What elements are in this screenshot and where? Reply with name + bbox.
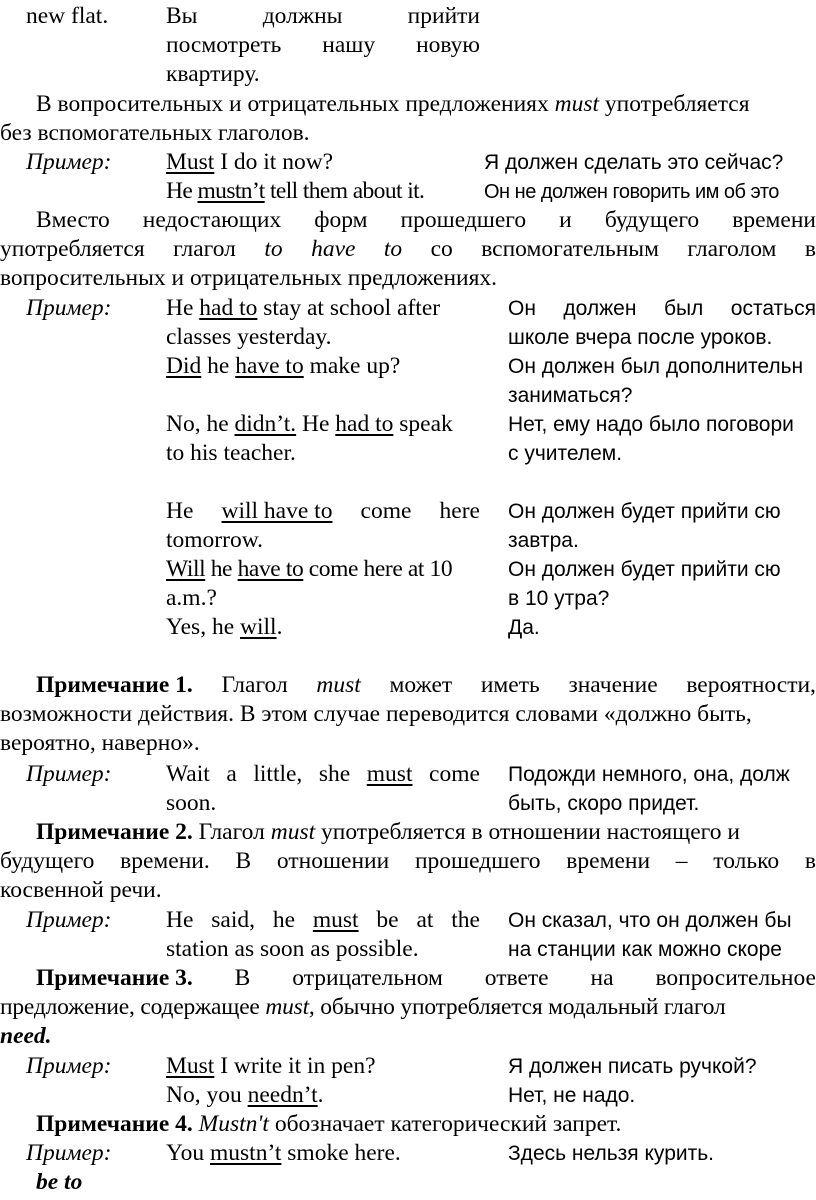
underlined-word: must [366, 761, 413, 787]
word: little, [253, 761, 303, 787]
text: make up? [303, 353, 401, 379]
paragraph-2-line-3: вопросительных и отрицательных предложениях. [0, 265, 498, 291]
word: come [429, 761, 480, 787]
example-2a-en-2: classes yesterday. [166, 324, 332, 350]
note-3-line-2 [0, 993, 726, 1022]
text: He [296, 411, 336, 437]
word: времени [732, 207, 816, 233]
example-1-ru-1: Я должен сделать это сейчас? [484, 151, 784, 174]
note-heading: Примечание 3. [36, 965, 193, 991]
text: употребляется в отношении настоящего и [315, 819, 740, 845]
word: В [235, 848, 252, 874]
text: he [201, 353, 236, 379]
word: said, [211, 907, 255, 933]
word-italic: to [383, 236, 403, 262]
text: come here at 10 [303, 556, 453, 582]
example-2b-en [166, 352, 400, 381]
word: в [804, 848, 816, 874]
word: глагол [173, 236, 236, 262]
note-4-line-1 [36, 1110, 621, 1139]
text: No, he [166, 411, 235, 437]
word: только [713, 848, 780, 874]
text: stay at school after [257, 295, 441, 321]
example-1-en-2 [166, 177, 424, 206]
text: He [166, 178, 198, 204]
word-italic: to [264, 236, 283, 262]
word: иметь [480, 672, 540, 698]
text-italic: must, [265, 994, 315, 1020]
word-italic: must [316, 672, 361, 698]
word: будущего [0, 848, 95, 874]
word: глаголом [687, 236, 777, 262]
note-3-line-3: need. [0, 1023, 52, 1049]
example-2c-en-1 [166, 410, 453, 439]
note-2-line-2 [0, 847, 816, 876]
word: может [389, 672, 453, 698]
note-heading: Примечание 2. [36, 819, 193, 845]
underlined-word: must [312, 907, 359, 933]
example-1-en-1 [166, 148, 333, 177]
example-2e-en-2: a.m.? [166, 585, 217, 611]
word: a [226, 761, 237, 787]
word: недостающих [142, 207, 282, 233]
top-ru-line-2 [166, 31, 480, 60]
text: Yes, he [166, 614, 240, 640]
word: должны [262, 3, 343, 29]
text: You [166, 1140, 210, 1166]
example-label: Пример: [26, 1140, 112, 1166]
example-2c-ru-2: с учителем. [508, 442, 623, 465]
example-4-en-2: station as soon as possible. [166, 936, 419, 962]
example-2b-ru-2: заниматься? [508, 384, 633, 407]
example-2d-ru-2: завтра. [508, 529, 579, 552]
example-label: Пример: [26, 295, 112, 321]
paragraph-2-line-2 [0, 235, 816, 264]
example-3-ru-2: быть, скоро придет. [508, 792, 700, 815]
word: времени. [120, 848, 210, 874]
word: отрицательном [292, 965, 443, 991]
word: В [234, 965, 251, 991]
word: the [451, 907, 480, 933]
text: . [276, 614, 283, 640]
example-2b-ru-1: Он должен был дополнительн [508, 355, 804, 378]
example-2c-ru-1: Нет, ему надо было поговори [508, 413, 794, 436]
example-5-ru-2: Нет, не надо. [508, 1084, 636, 1107]
word: ответе [484, 965, 549, 991]
word: остаться [730, 297, 816, 320]
word: был [663, 297, 704, 320]
word: Вы [166, 3, 198, 29]
text: I write it in pen? [214, 1053, 376, 1079]
text: Глагол [192, 819, 271, 845]
example-2c-en-2: to his teacher. [166, 440, 296, 466]
word: должен [563, 297, 637, 320]
word: в [804, 236, 816, 262]
example-2a-ru-2: школе вчера после уроков. [508, 326, 773, 349]
section-heading-be-to: be to [36, 1169, 83, 1195]
example-4-en-1 [166, 906, 480, 935]
word: at [416, 907, 434, 933]
word: come [360, 498, 412, 524]
example-3-en-2: soon. [166, 790, 217, 816]
note-heading: Примечание 4. [36, 1111, 193, 1137]
word: на [590, 965, 614, 991]
example-2e-ru-2: в 10 утра? [508, 587, 610, 610]
example-2e-ru-1: Он должен будет прийти сю [508, 558, 781, 581]
word: вопросительное [655, 965, 816, 991]
underlined-word: had to [335, 411, 394, 437]
example-4-ru-1: Он сказал, что он должен бы [508, 909, 792, 932]
underlined-word: Did [166, 353, 202, 379]
word: посмотреть [166, 32, 282, 58]
text-italic: Mustn't [198, 1111, 269, 1137]
word: He [166, 498, 194, 524]
note-1-line-2: возможности действия. В этом случае переводится словами «должно быть, [0, 701, 752, 727]
underlined-word: had to [199, 295, 258, 321]
text-italic: must [270, 819, 316, 845]
word: вспомогательным [481, 236, 659, 262]
example-3-ru-1: Подожди немного, она, долж [508, 763, 790, 786]
word: времени [566, 848, 651, 874]
example-2a-ru-1 [508, 294, 816, 323]
word: Wait [166, 761, 210, 787]
example-2e-en-1 [166, 555, 452, 584]
example-2f-en [166, 613, 282, 642]
text: speak [393, 411, 453, 437]
word: со [430, 236, 453, 262]
example-4-ru-2: на станции как можно скоре [508, 938, 782, 961]
text: He [166, 295, 200, 321]
example-label: Пример: [26, 907, 112, 933]
note-heading: Примечание 1. [36, 672, 193, 698]
word: Вместо [36, 207, 110, 233]
text: I do it now? [214, 149, 334, 175]
underlined-word: Must [166, 1053, 215, 1079]
text: В вопросительных и отрицательных предложениях [36, 91, 549, 117]
word: нашу [322, 32, 376, 58]
paragraph-1-line-2: без вспомогательных глаголов. [0, 120, 310, 146]
note-1-line-1 [36, 671, 816, 700]
top-ru-line-3: квартиру. [166, 61, 260, 87]
paragraph-2-line-1 [36, 206, 816, 235]
example-2f-ru: Да. [508, 616, 540, 639]
word: новую [416, 32, 480, 58]
word: употребляется [0, 236, 145, 262]
word: будущего [604, 207, 700, 233]
text: . [317, 1082, 324, 1108]
text-italic: must [554, 91, 599, 117]
word: – [675, 848, 688, 874]
example-2d-ru-1: Он должен будет прийти сю [508, 500, 781, 523]
word: прошедшего [414, 848, 541, 874]
example-6-en [166, 1139, 401, 1168]
underlined-word: didn’t. [234, 411, 297, 437]
text: предложение, содержащее [0, 994, 266, 1020]
note-2-line-1 [36, 818, 740, 847]
top-left-text: new flat. [26, 3, 109, 29]
note-2-line-3: косвенной речи. [0, 877, 162, 903]
note-1-line-3: вероятно, наверно». [0, 730, 200, 756]
word: here [439, 498, 480, 524]
text: обычно употребляется модальный глагол [314, 994, 726, 1020]
example-1-ru-2: Он не должен говорить им об это [484, 181, 779, 203]
word: прийти [407, 3, 480, 29]
paragraph-1-line-1 [36, 90, 750, 119]
word: she [318, 761, 351, 787]
word: форм [314, 207, 368, 233]
underlined-word: Will [166, 556, 206, 582]
text: употребляется [604, 91, 750, 117]
word: отношении [276, 848, 390, 874]
text: обозначает категорический запрет. [268, 1111, 622, 1137]
example-5-ru-1: Я должен писать ручкой? [508, 1055, 757, 1078]
example-2a-en-1 [166, 294, 440, 323]
underlined-word: will [240, 614, 277, 640]
note-3-line-1 [36, 964, 816, 993]
underlined-word: will have to [221, 498, 333, 524]
underlined-word: mustn’t [197, 178, 265, 204]
text: he [205, 556, 238, 582]
text: smoke here. [281, 1140, 401, 1166]
example-5-en-1 [166, 1052, 376, 1081]
underlined-word: have to [235, 353, 304, 379]
word: и [559, 207, 572, 233]
example-2d-en-2: tomorrow. [166, 527, 264, 553]
example-label: Пример: [26, 149, 112, 175]
word: Он [508, 297, 536, 320]
example-5-en-2 [166, 1081, 324, 1110]
example-2d-en-1 [166, 497, 480, 526]
underlined-word: mustn’t [210, 1140, 282, 1166]
example-6-ru: Здесь нельзя курить. [508, 1142, 714, 1165]
word: He [166, 907, 194, 933]
word: he [272, 907, 296, 933]
text: tell them about it. [264, 178, 425, 204]
word: Глагол [221, 672, 288, 698]
top-ru-line-1 [166, 2, 480, 31]
word: вероятности, [686, 672, 816, 698]
word-italic: have [311, 236, 356, 262]
text: No, you [166, 1082, 248, 1108]
underlined-word: needn’t [247, 1082, 318, 1108]
word: прошедшего [400, 207, 527, 233]
word: be [376, 907, 399, 933]
word: значение [568, 672, 658, 698]
example-label: Пример: [26, 761, 112, 787]
example-label: Пример: [26, 1053, 112, 1079]
example-3-en-1 [166, 760, 480, 789]
underlined-word: have to [237, 556, 304, 582]
underlined-word: Must [166, 149, 215, 175]
